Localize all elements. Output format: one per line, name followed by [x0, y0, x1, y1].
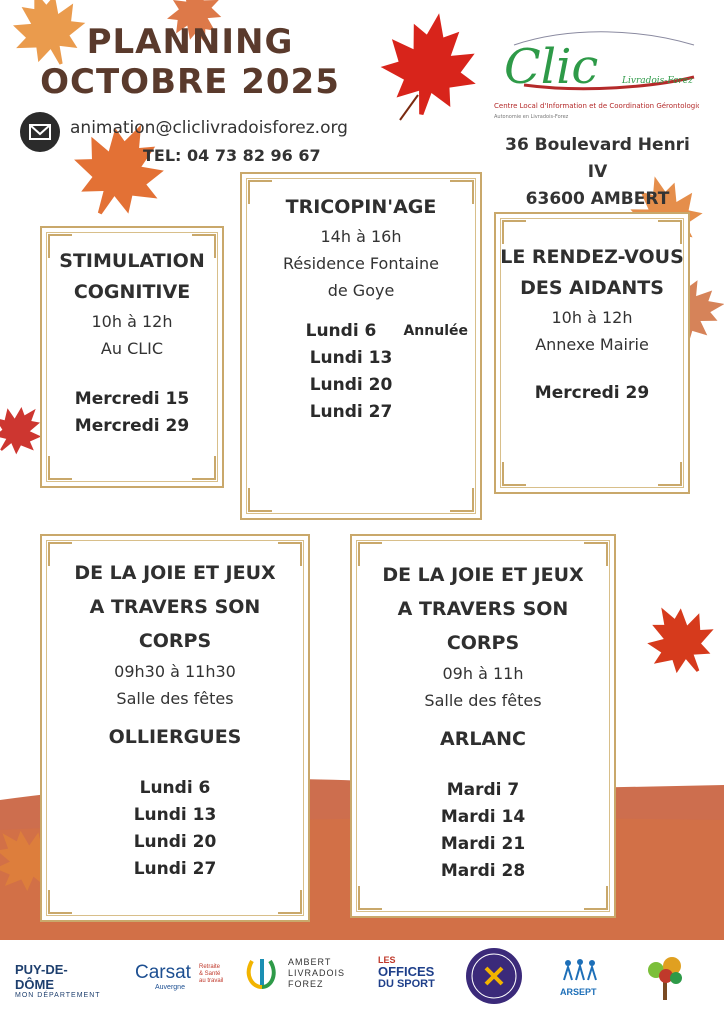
- title-line-2: OCTOBRE 2025: [40, 62, 340, 102]
- card-date: Lundi 13: [309, 348, 393, 368]
- card-date: Lundi 27: [309, 402, 393, 422]
- card-time: 14h à 16h: [320, 227, 402, 246]
- card-date: Lundi 20: [133, 832, 217, 852]
- clic-logo-region: Livradois-Forez: [622, 76, 693, 86]
- card-date: Lundi 13: [133, 805, 217, 825]
- card-date: Mardi 7: [446, 780, 520, 800]
- card-joie-jeux-arlanc: [350, 534, 616, 918]
- clic-logo-subtitle: Centre Local d'Information et de Coordination Gérontologique: [494, 102, 699, 110]
- card-date: Mercredi 15: [74, 389, 190, 409]
- card-title-line: A TRAVERS SON: [397, 598, 569, 620]
- ambert-logo-icon: [246, 955, 278, 991]
- circle-partner-logo: [466, 948, 522, 1004]
- title-line-1: PLANNING: [86, 22, 294, 62]
- card-title-line: CORPS: [446, 632, 520, 654]
- card-date: Mercredi 29: [74, 416, 190, 436]
- card-title-line: CORPS: [138, 630, 212, 652]
- cancelled-note: Annulée: [403, 323, 468, 339]
- carsat-logo: Carsat Retraite & Santé au travail Auvergne: [135, 962, 224, 991]
- card-town: ARLANC: [440, 728, 526, 750]
- card-place: Salle des fêtes: [424, 691, 542, 710]
- card-town: OLLIERGUES: [108, 726, 242, 748]
- card-title-line: LE RENDEZ-VOUS: [500, 246, 684, 268]
- card-date: Mardi 14: [440, 807, 526, 827]
- card-place: Annexe Mairie: [535, 335, 649, 354]
- card-time: 10h à 12h: [551, 308, 633, 327]
- phone-number: TEL: 04 73 82 96 67: [143, 146, 321, 165]
- card-time: 09h30 à 11h30: [114, 662, 236, 681]
- card-place: Salle des fêtes: [116, 689, 234, 708]
- arsept-logo: ARSEPT: [560, 958, 630, 997]
- card-place-line: de Goye: [327, 281, 395, 300]
- card-title-line: A TRAVERS SON: [89, 596, 261, 618]
- card-date: Mardi 28: [440, 861, 526, 881]
- card-date: Lundi 6: [139, 778, 211, 798]
- card-date: Lundi 6: [305, 321, 377, 341]
- arsept-people-icon: [560, 958, 600, 982]
- address-line-1: 36 Boulevard Henri IV: [505, 135, 690, 182]
- clic-logo-tagline: Autonomie en Livradois-Forez: [494, 114, 569, 120]
- clic-logo: [494, 25, 699, 120]
- email-link[interactable]: animation@cliclivradoisforez.org: [70, 118, 348, 138]
- offices-du-sport-logo: LES OFFICES DU SPORT: [378, 955, 435, 990]
- page-title: [40, 22, 340, 102]
- card-title-line: COGNITIVE: [73, 281, 191, 303]
- card-tricopinage: [240, 172, 482, 520]
- card-date: Lundi 20: [309, 375, 393, 395]
- card-date: Mercredi 29: [534, 383, 650, 403]
- envelope-icon: [20, 112, 60, 152]
- card-stimulation-cognitive: [40, 226, 224, 488]
- address: [495, 132, 700, 213]
- card-title-line: DES AIDANTS: [520, 277, 664, 299]
- card-place: Au CLIC: [100, 339, 164, 358]
- card-time: 10h à 12h: [91, 312, 173, 331]
- card-date: Mardi 21: [440, 834, 526, 854]
- card-date: Lundi 27: [133, 859, 217, 879]
- card-time: 09h à 11h: [442, 664, 524, 683]
- card-title: TRICOPIN'AGE: [285, 196, 437, 218]
- tree-partner-logo: [640, 950, 690, 1010]
- card-title-line: DE LA JOIE ET JEUX: [382, 564, 584, 586]
- card-joie-jeux-olliergues: [40, 534, 310, 922]
- card-place-line: Résidence Fontaine: [283, 254, 439, 273]
- puy-de-dome-logo: PUY-DE-DÔME MON DÉPARTEMENT: [15, 962, 101, 999]
- card-title-line: DE LA JOIE ET JEUX: [74, 562, 276, 584]
- clic-logo-wordmark: Clic: [504, 39, 599, 95]
- card-rendez-vous-aidants: [494, 212, 690, 494]
- card-title-line: STIMULATION: [59, 250, 205, 272]
- address-line-2: 63600 AMBERT: [525, 189, 670, 209]
